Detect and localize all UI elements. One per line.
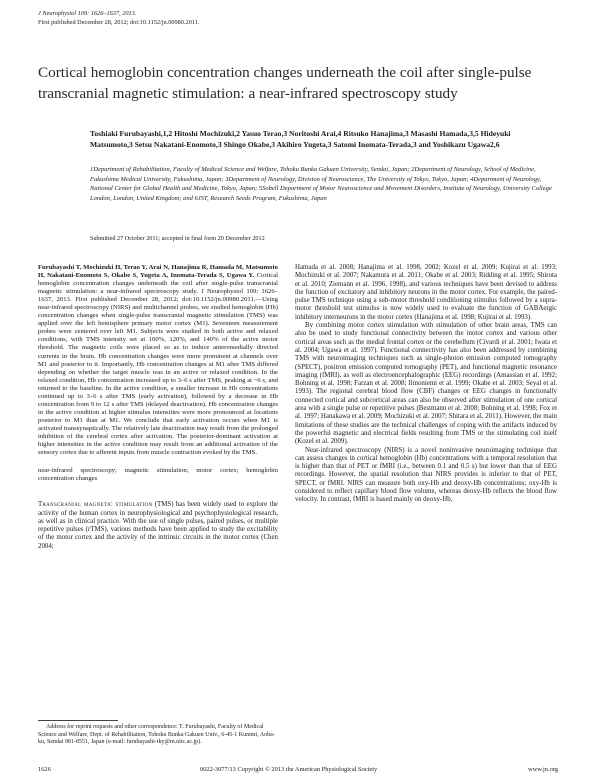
abstract-citation: Cortical hemoglobin concentration changes underneath the coil after single-pulse transcranial magnetic stimulation: a near-infrared spectroscopy study. J Neurophysiol 109: 1626–1637, 2013. First published December 28, 2012; doi:10.1152/jn.00980.2011. (38, 272, 278, 304)
download-banner (576, 240, 590, 570)
running-head (38, 10, 200, 27)
intro-lead: Transcranial magnetic stimulation (38, 501, 153, 509)
abstract-authors: Furubayashi T, Mochizuki H, Terao Y, Arai N, Hanajima R, Hamada M, Matsumoto H, Nakatani-Enomoto S, Okabe S, Yugeta A, Inomata-Terada S, Ugawa Y. (38, 264, 278, 280)
submission-dates: Submitted 27 October 2011; accepted in final form 20 December 2012 (90, 235, 265, 242)
left-column (38, 264, 278, 551)
correspondence-footnote: Address for reprint requests and other correspondence: T. Furubayashi, Faculty of Medical Science and Welfare, Dept. of Rehabilitation, Tohoku Bunka Gakuen Univ., 6-45-1 Kunimi, Aoba-ku, Sendai 981-8551, Japan (e-mail: furubayashi-tky@m.nitc.ac.jp). (38, 724, 275, 746)
page-number: 1626 (38, 766, 51, 773)
affiliations: 1Department of Rehabilitation, Faculty of Medical Science and Welfare, Tohoku Bunka Gakuen University, Sendai, Japan; 2Department of Neurology, School of Medicine, Fukushima Medical University, Fukushima, Japan; 3Department of Neurology, Division of Neuroscience, The University of Tokyo, Tokyo, Japan; 4Department of Neurology, National Center for Global Health and Medicine, Tokyo, Japan; 5Sobell Department of Motor Neuroscience and Movement Disorders, Institute of Neurology, University College London, London, United Kingdom; and 6JST, Research Seeds Program, Fukushima, Japan (90, 166, 552, 202)
intro-text: (TMS) has been widely used to explore the activity of the human cortex in neurophysiological and psychophysiological research, as well as in clinical practice. With the use of single pulses, paired pulses, or multiple repetitive pulses (rTMS), various methods have been applied to study the excitability of the motor cortex and the activity of the intrinsic circuits in the motor cortex (Chen 2004; (38, 501, 278, 550)
author-list: Toshiaki Furubayashi,1,2 Hitoshi Mochizuki,2 Yasuo Terao,3 Noritoshi Arai,4 Ritsuko Hanajima,3 Masashi Hamada,3,5 Hideyuki Matsumoto,3 Setsu Nakatani-Enomoto,3 Shingo Okabe,3 Akihiro Yugeta,3 Satomi Inomata-Terada,3 and Yoshikazu Ugawa2,6 (90, 129, 511, 149)
intro-paragraph-2: By combining motor cortex stimulation with stimulation of other brain areas, TMS can also be used to study functional connectivity between the motor cortex and various other cortical areas such as the medial frontal cortex or the cerebellum (Civardi et al. 2001; Iwata et al. 2004; Ugawa et al. 1997). Functional connectivity has also been addressed by combining TMS with neuroimaging techniques such as single-photon emission computed tomography (SPECT), positron emission computed tomography (PET), and functional magnetic resonance imaging (fMRI), as well as electroencephalographic (EEG) recordings (Amassian et al. 1992; Bohning et al. 1998; Farzan et al. 2008; Ilmoniemi et al. 1999; Okabe et al. 2003; Seyal et al. 1993). The regional cerebral blood flow (CBF) changes or EEG changes in functionally connected cortical and subcortical areas can also be observed after stimulation of one cortical area with a single pulse or repetitive pulses (Bestmann et al. 2008; Bohning et al. 1998; Fox et al. 1997; Hanakawa et al. 2009; Mochizuki et al. 2007; Shitara et al. 2011). However, the main limitations of these studies are the technical challenges of coping with the artifacts induced by the powerful magnetic and electrical fields resulting from TMS or the stimulating coil itself (Kozel et al. 2009). (295, 322, 557, 446)
abstract-body: —Using near-infrared spectroscopy (NIRS) and multichannel probes, we studied hemoglobin (Hb) concentration changes when single-pulse transcranial magnetic stimulation (TMS) was applied over the left hemisphere primary motor cortex (M1). Seventeen measurement probes were centered over left M1. Subjects were studied in both active and relaxed conditions, with TMS intensity set at 100%, 120%, and 140% of the active motor threshold. The magnetic coils were placed so as to induce anteromedially directed currents in the brain. Hb concentration changes were more prominent at channels over M1 and posterior to it. Importantly, Hb concentration changes at M1 after TMS differed depending on whether the target muscle was in an active or relaxed condition. In the relaxed condition, Hb concentration increased up to 3–6 s after TMS, peaking at ~6 s, and returned to the baseline. In the active condition, a smaller increase in Hb concentrations continued up to 3–6 s after TMS (early activation), followed by a decrease in Hb concentration from 9 to 12 s after TMS (delayed deactivation). Hb concentration changes in the active condition at higher stimulus intensities were more pronounced at locations posterior to M1 than at M1. We conclude that early activation occurs when M1 is activated transsynaptically. The relatively late deactivation may result from the prolonged inhibition of the cerebral cortex after activation. The posterior-dominant activation at higher intensities in the active condition may result from an additional activation of the sensory cortex due to afferent inputs from muscle contraction evoked by the TMS. (38, 296, 278, 457)
intro-paragraph-3: Near-infrared spectroscopy (NIRS) is a novel noninvasive neuroimaging technique that can assess changes in cortical hemoglobin (Hb) concentrations with a temporal resolution that is higher than that of PET or fMRI (i.e., between 0.1 and 0.5 s) but lower than that of EEG recordings. However, the spatial resolution that NIRS provides is inferior to that of PET, SPECT, or fMRI. NIRS can measure both oxy-Hb and deoxy-Hb concentrations; oxy-Hb is considered to reflect capillary blood flow volume, whereas deoxy-Hb reflects the blood flow velocity. In contrast, fMRI is based mainly on deoxy-Hb, (295, 446, 557, 504)
footnote-divider (38, 720, 118, 721)
right-column (295, 264, 557, 505)
article-title: Cortical hemoglobin concentration changes underneath the coil after single-pulse transcranial magnetic stimulation: a near-infrared spectroscopy study (38, 64, 532, 102)
copyright-line: 0022-3077/13 Copyright © 2013 the American Physiological Society (200, 766, 378, 773)
intro-paragraph-1 (38, 501, 278, 551)
intro-paragraph-1-cont: Hamada et al. 2008; Hanajima et al. 1998, 2002; Kozel et al. 2009; Kujirai et al. 1993; Mochizuki et al. 2007; Nakamura et al. 2011; Okabe et al. 2003; Ridding et al. 1995; Shirota et al. 2010; Ziemann et al. 1996, 1998), and various techniques have been devised to address the function of excitatory and inhibitory neurons in the motor cortex. For example, the paired-pulse TMS technique using a sub-motor threshold conditioning stimulus followed by a supra-motor threshold test stimulus is now widely used to evaluate the function of GABAergic inhibitory interneurons in the motor cortex (Hanajima et al. 1998; Kujirai et al. 1993). (295, 264, 557, 321)
journal-website: www.jn.org (528, 766, 558, 773)
abstract (38, 264, 278, 457)
journal-citation: J Neurophysiol 109: 1626–1637, 2013. (38, 10, 137, 17)
publication-doi: First published December 28, 2012; doi:10.1152/jn.00980.2011. (38, 18, 200, 26)
keywords: near-infrared spectroscopy; magnetic stimulation; motor cortex; hemoglobin concentration changes (38, 467, 278, 483)
